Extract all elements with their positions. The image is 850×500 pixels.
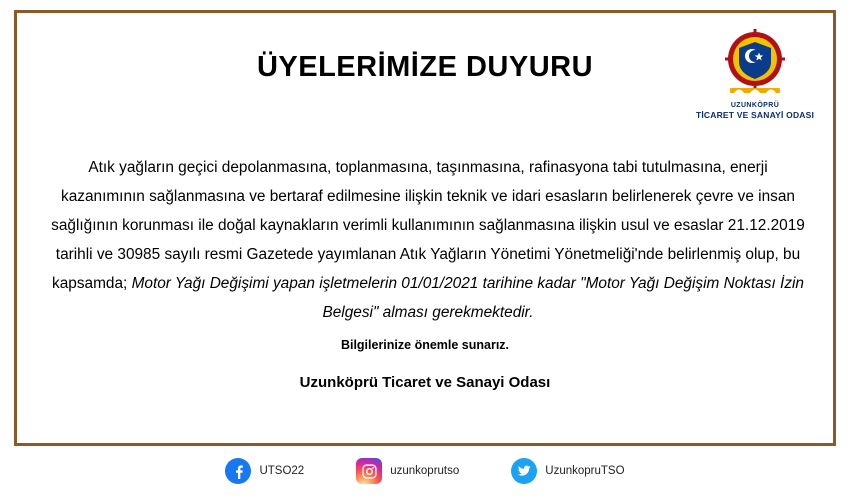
body-paragraph-regular: Atık yağların geçici depolanmasına, toplanmasına, taşınmasına, rafinasyona tabi tutulmasına, enerji kazanımının sağlanmasına ve bertaraf edilmesine ilişkin teknik ve idari esasların belirlenerek çevre ve insan sağlığının korunması ile doğal kaynakların verimli kullanımının sağlanmasına ilişkin usul ve esaslar 21.12.2019 tarihli ve 30985 sayılı resmi Gazetede yayımlanan Atık Yağların Yönetimi Yönetmeliği'nde belirlenmiş olup, bu kapsamda; xyxy=(51,159,805,292)
social-item-twitter[interactable] xyxy=(511,458,624,484)
instagram-icon[interactable] xyxy=(356,458,382,484)
social-item-facebook[interactable] xyxy=(225,458,304,484)
page-title: ÜYELERİMİZE DUYURU xyxy=(256,51,594,83)
social-bar xyxy=(0,458,850,484)
social-label-twitter: UzunkopruTSO xyxy=(545,465,625,477)
closing-line-2: Uzunköprü Ticaret ve Sanayi Odası xyxy=(299,374,551,391)
social-label-instagram: uzunkoprutso xyxy=(390,465,460,477)
chamber-emblem-icon xyxy=(718,25,792,99)
social-item-instagram[interactable] xyxy=(356,458,459,484)
body-paragraph-italic: Motor Yağı Değişimi yapan işletmelerin 01/01/2021 tarihine kadar "Motor Yağı Değişim Noktası İzin Belgesi" alması gerekmektedir. xyxy=(131,275,804,321)
social-label-facebook: UTSO22 xyxy=(259,465,305,477)
announcement-body xyxy=(47,153,809,327)
frame-inner xyxy=(17,13,833,443)
facebook-icon[interactable] xyxy=(225,458,251,484)
logo-line-2: TİCARET VE SANAYİ ODASI xyxy=(695,110,815,120)
logo-line-1: UZUNKÖPRÜ xyxy=(730,102,780,109)
content-frame xyxy=(14,10,836,446)
closing-block xyxy=(17,338,833,391)
twitter-icon[interactable] xyxy=(511,458,537,484)
organization-logo xyxy=(695,25,815,121)
closing-line-1: Bilgilerinize önemle sunarız. xyxy=(340,338,510,352)
